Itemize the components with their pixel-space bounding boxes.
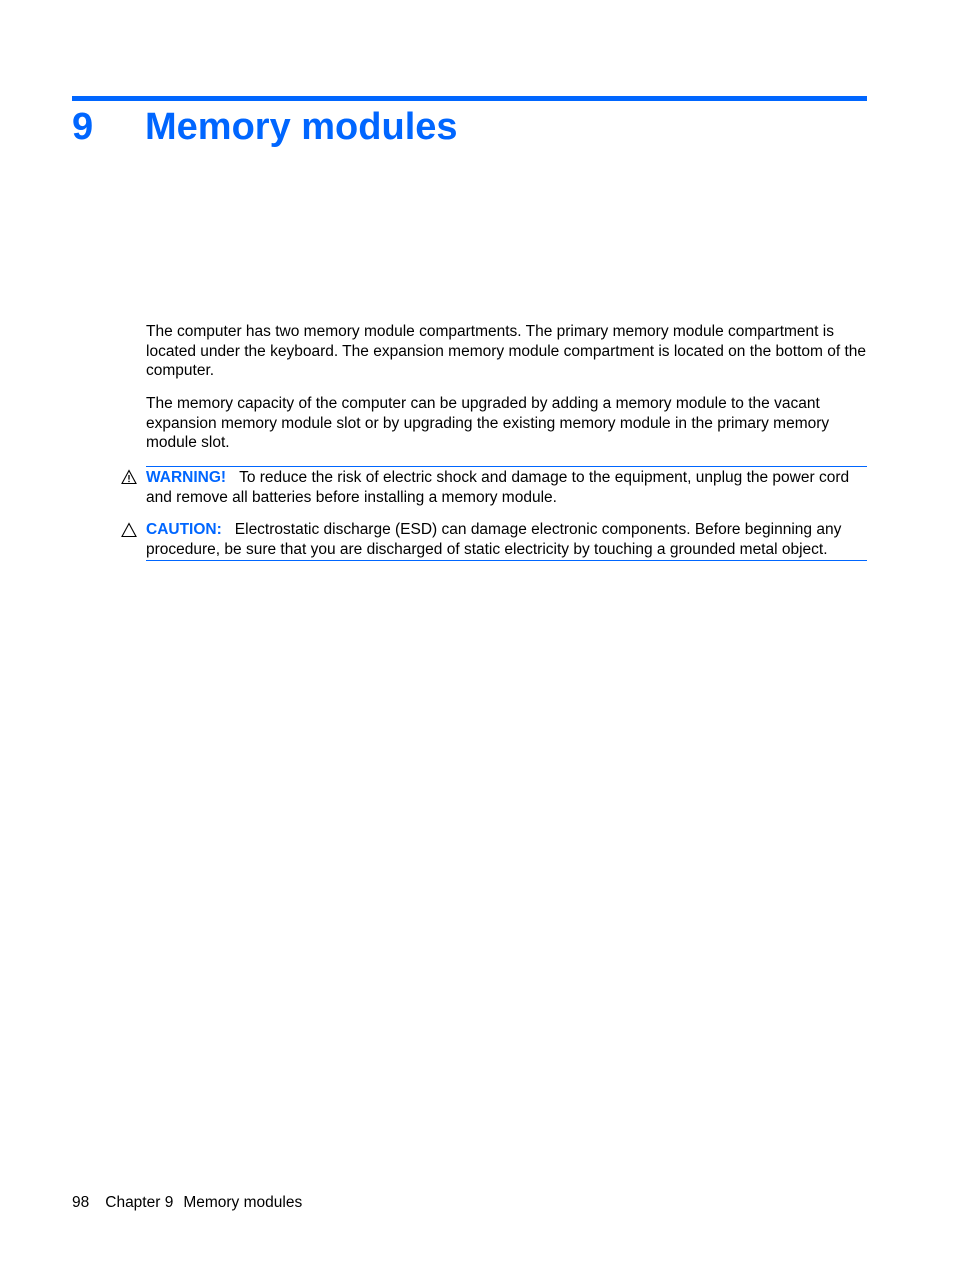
chapter-heading: [72, 102, 867, 152]
warning-triangle-icon: [121, 469, 137, 485]
warning-text: To reduce the risk of electric shock and damage to the equipment, unplug the power cord and remove all batteries before installing a memory module.: [146, 469, 850, 506]
body-paragraph: The computer has two memory module compartments. The primary memory module compartment is located under the keyboard. The expansion memory module compartment is located on the bottom of the computer.: [146, 323, 867, 379]
footer-chapter-title: Memory modules: [183, 1194, 303, 1211]
page-number: 98: [72, 1194, 90, 1211]
warning-label: WARNING!: [146, 469, 227, 486]
page-footer: [72, 1193, 302, 1213]
caution-label: CAUTION:: [146, 521, 222, 538]
warning-note: [146, 466, 867, 507]
caution-triangle-icon: [121, 522, 137, 538]
chapter-rule: [72, 96, 867, 101]
chapter-title: Memory modules: [145, 106, 458, 148]
caution-text: Electrostatic discharge (ESD) can damage electronic components. Before beginning any procedure, be sure that you are discharged of static electricity by touching a grounded metal object.: [146, 521, 842, 558]
body-paragraph: The memory capacity of the computer can be upgraded by adding a memory module to the vacant expansion memory module slot or by upgrading the existing memory module in the primary memory module slot.: [146, 395, 830, 451]
caution-note: [146, 520, 867, 561]
footer-chapter-label: Chapter 9: [105, 1194, 174, 1211]
chapter-number: 9: [72, 106, 94, 148]
